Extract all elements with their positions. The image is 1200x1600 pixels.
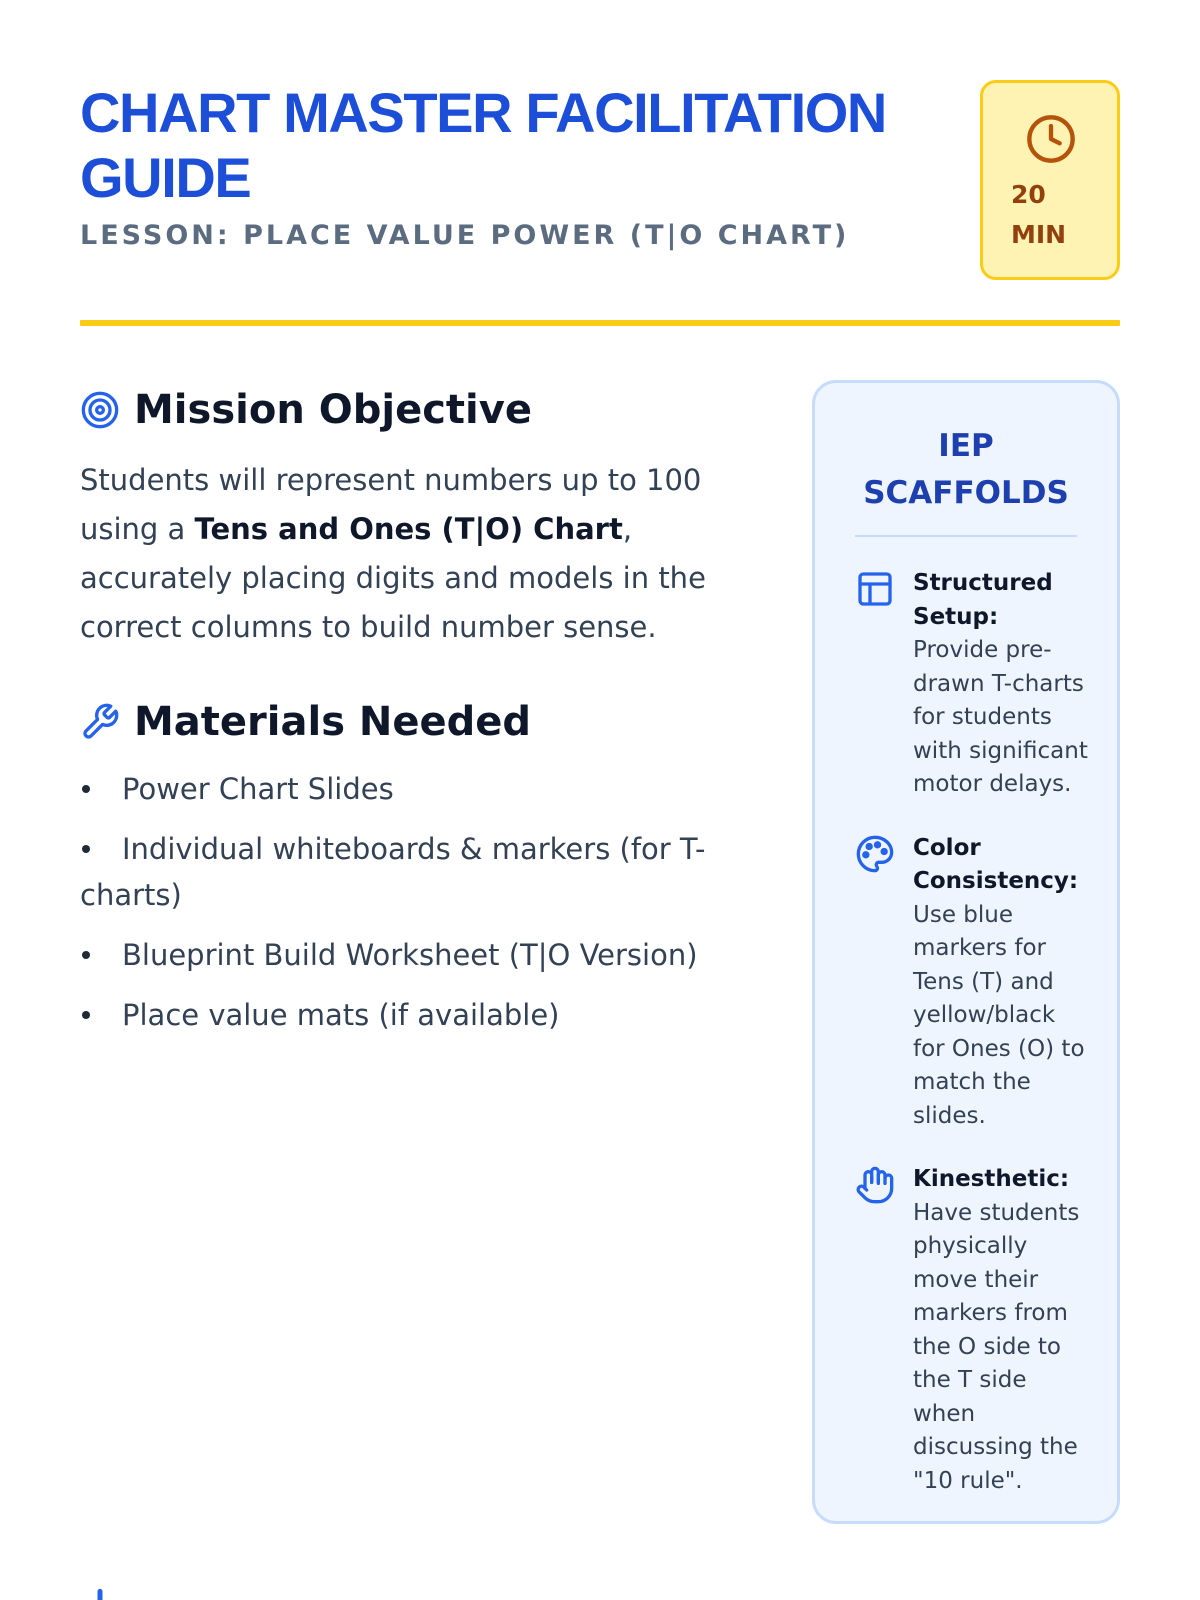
partial-section-icon	[80, 1588, 120, 1600]
clock-icon	[1025, 113, 1077, 165]
scaffold-description: Have students physically move their markers from the O side to the T side when discussing the "10 rule".	[913, 1199, 1080, 1494]
duration-text: 20 MIN	[1011, 180, 1067, 249]
list-item: Place value mats (if available)	[80, 992, 720, 1038]
scaffold-label: Kinesthetic:	[913, 1166, 1070, 1192]
page-title: CHART MASTER FACILITATION GUIDE	[80, 81, 886, 209]
sidebar-title: IEP SCAFFOLDS	[855, 423, 1077, 537]
objective-text-bold: Tens and Ones (T|O) Chart	[194, 512, 623, 546]
hand-icon	[855, 1165, 895, 1205]
objective-text	[80, 456, 760, 652]
objective-text-before: Students will represent numbers up to 100 using a	[80, 463, 702, 546]
scaffold-item	[855, 1163, 1097, 1498]
time-badge	[980, 80, 1120, 280]
page-header	[80, 80, 1120, 280]
scaffold-text	[913, 567, 1088, 802]
objective-heading-text: Mission Objective	[134, 387, 532, 433]
scaffold-item	[855, 832, 1097, 1134]
lesson-subtitle: LESSON: PLACE VALUE POWER (T|O CHART)	[80, 220, 850, 251]
list-item: Individual whiteboards & markers (for T-charts)	[80, 826, 720, 918]
objective-text-after: , accurately placing digits and models in the correct columns to build number sense.	[80, 512, 706, 644]
scaffold-item	[855, 567, 1097, 802]
scaffold-text	[913, 832, 1088, 1134]
scaffold-label: Color Consistency:	[913, 834, 1079, 894]
palette-icon	[855, 834, 895, 874]
iep-scaffolds-panel	[812, 380, 1120, 1524]
materials-list	[80, 766, 780, 1038]
scaffold-label: Structured Setup:	[913, 570, 1053, 630]
target-icon	[80, 390, 120, 430]
header-divider	[80, 320, 1120, 326]
materials-heading	[80, 692, 780, 752]
materials-heading-text: Materials Needed	[134, 699, 532, 745]
layout-icon	[855, 569, 895, 609]
list-item: Power Chart Slides	[80, 766, 720, 812]
list-item: Blueprint Build Worksheet (T|O Version)	[80, 932, 720, 978]
scaffold-text	[913, 1163, 1088, 1498]
wrench-icon	[80, 702, 120, 742]
scaffold-description: Provide pre-drawn T-charts for students with significant motor delays.	[913, 637, 1088, 797]
main-content	[80, 380, 780, 1052]
objective-heading	[80, 380, 780, 440]
scaffold-description: Use blue markers for Tens (T) and yellow/black for Ones (O) to match the slides.	[913, 901, 1085, 1129]
